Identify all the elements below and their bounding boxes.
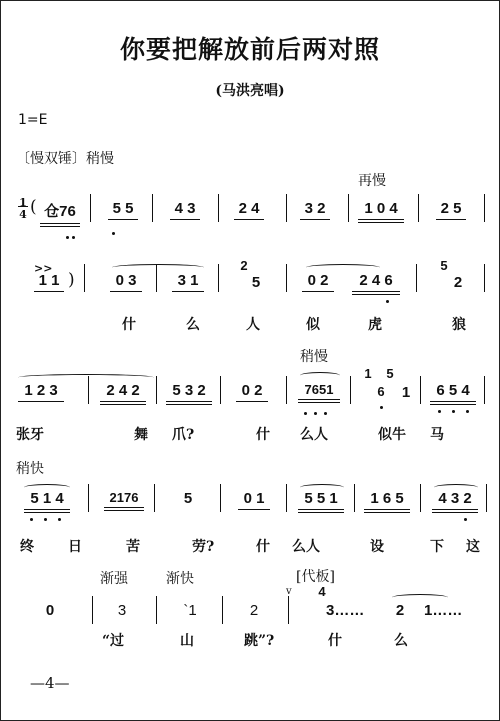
note-group: 5 5 xyxy=(106,200,140,217)
note-group: 1 1 xyxy=(32,272,66,289)
lyric: 么人 xyxy=(300,427,328,443)
note-group: 0 2 xyxy=(234,382,270,399)
barline xyxy=(288,596,289,624)
barline xyxy=(484,264,485,292)
lyric: 马 xyxy=(430,427,444,443)
note: 5 xyxy=(251,274,261,291)
note-group: 2176 xyxy=(102,490,146,505)
low-dot xyxy=(386,300,389,303)
barline xyxy=(222,596,223,624)
tempo-mark: 稍慢 xyxy=(300,349,328,365)
note-group: 0 3 xyxy=(108,272,144,289)
note-group: 1 2 3 xyxy=(16,382,66,399)
barline xyxy=(218,194,219,222)
barline xyxy=(416,264,417,292)
lyric: 跳”? xyxy=(244,633,275,649)
lyric: 日 xyxy=(68,539,82,555)
barline xyxy=(90,194,91,222)
lyric: 狼 xyxy=(452,317,466,333)
barline xyxy=(220,484,221,512)
barline xyxy=(84,264,85,292)
note-group: 4 3 xyxy=(168,200,202,217)
note: 3…… xyxy=(326,602,365,619)
lyric: 张牙 xyxy=(16,427,44,443)
note-group: 0 2 xyxy=(300,272,336,289)
low-dot xyxy=(464,518,467,521)
low-dot xyxy=(304,412,307,415)
barline xyxy=(286,376,287,404)
slur xyxy=(306,264,380,271)
note-group: 4 3 2 xyxy=(430,490,480,507)
lyric: 山 xyxy=(180,633,194,649)
note: 1 xyxy=(401,384,411,401)
low-dot xyxy=(72,236,75,239)
note-group: 3 1 xyxy=(170,272,206,289)
barline xyxy=(220,376,221,404)
note: 2 xyxy=(395,602,405,619)
note: 3 xyxy=(117,602,127,619)
page-title: 你要把解放前后两对照 xyxy=(119,35,380,64)
paren-close: ) xyxy=(68,270,75,290)
note: 5 xyxy=(183,490,193,507)
lyric: “过 xyxy=(102,633,125,649)
breath-mark: v xyxy=(286,586,292,597)
lyric: 下 xyxy=(430,539,444,555)
lyric: 么 xyxy=(186,317,200,333)
note-group: 2 4 6 xyxy=(350,272,402,289)
barline xyxy=(156,376,157,404)
lyric: 什 xyxy=(122,317,136,333)
lyric: 设 xyxy=(370,539,384,555)
note: 0 xyxy=(45,602,55,619)
note-group: 0 1 xyxy=(236,490,272,507)
barline xyxy=(420,376,421,404)
tempo-later: 再慢 xyxy=(358,173,386,189)
lyric: 人 xyxy=(246,317,260,333)
note-group: 2 4 2 xyxy=(98,382,148,399)
accent-marks: >> xyxy=(34,262,53,275)
note-group: 3 2 xyxy=(298,200,332,217)
grace-note: 4 xyxy=(318,584,326,599)
low-dot xyxy=(30,518,33,521)
note-group: 5 5 1 xyxy=(296,490,346,507)
barline xyxy=(156,264,157,292)
note-group: 2 5 xyxy=(434,200,468,217)
page-number: —4— xyxy=(30,674,70,692)
low-dot xyxy=(438,410,441,413)
barline xyxy=(484,194,485,222)
grace-note: 5 xyxy=(440,258,448,273)
barline xyxy=(418,194,419,222)
note: `1 xyxy=(183,602,197,619)
lyric: 什 xyxy=(256,427,270,443)
low-dot xyxy=(66,236,69,239)
barline xyxy=(92,596,93,624)
slur xyxy=(300,372,340,379)
lyric: 么人 xyxy=(292,539,320,555)
barline xyxy=(286,194,287,222)
lyric: 似 xyxy=(306,317,320,333)
note-group: 1 6 5 xyxy=(362,490,412,507)
barline xyxy=(152,194,153,222)
barline xyxy=(420,484,421,512)
barline xyxy=(286,264,287,292)
barline xyxy=(486,484,487,512)
time-sig-line xyxy=(18,206,28,207)
barline xyxy=(348,194,349,222)
lyric: 虎 xyxy=(368,317,382,333)
note-group: 5 1 4 xyxy=(22,490,72,507)
lyric: 爪? xyxy=(172,427,195,443)
time-sig-bottom: 4 xyxy=(19,208,27,221)
low-dot xyxy=(58,518,61,521)
note: 2 xyxy=(249,602,259,619)
note-group: 仓76 xyxy=(38,200,82,221)
barline xyxy=(154,484,155,512)
slur xyxy=(112,264,204,271)
note: 1…… xyxy=(424,602,463,619)
lyric: 苦 xyxy=(126,539,140,555)
note-group: 7651 xyxy=(296,382,342,397)
lyric: 这 xyxy=(466,539,480,555)
note-group: 5 3 2 xyxy=(164,382,214,399)
grace-note: 5 xyxy=(386,366,394,381)
lyric: 似牛 xyxy=(378,427,406,443)
low-dot xyxy=(380,406,383,409)
note-group: 1 0 4 xyxy=(356,200,406,217)
note: 6 xyxy=(377,384,385,399)
barline xyxy=(484,376,485,404)
barline xyxy=(88,484,89,512)
barline xyxy=(88,376,89,404)
low-dot xyxy=(452,410,455,413)
key-signature: 1=E xyxy=(18,112,48,128)
note-group: 2 4 xyxy=(232,200,266,217)
lyric: 终 xyxy=(20,539,34,555)
lyric: 劳? xyxy=(192,539,215,555)
lyric: 舞 xyxy=(134,427,148,443)
barline xyxy=(354,484,355,512)
note-group: 6 5 4 xyxy=(428,382,478,399)
barline xyxy=(350,376,351,404)
paren-open: ( xyxy=(30,197,37,217)
time-sig-top: 1 xyxy=(19,196,27,209)
barline xyxy=(218,264,219,292)
meter-mark: [代板] xyxy=(296,569,335,585)
lyric: 什 xyxy=(256,539,270,555)
low-dot xyxy=(112,232,115,235)
tempo-mark: 稍快 xyxy=(16,461,44,477)
tempo-label: 〔慢双锤〕稍慢 xyxy=(16,151,114,167)
tempo-mark: 渐快 xyxy=(166,571,194,587)
low-dot xyxy=(44,518,47,521)
note: 2 xyxy=(453,274,463,291)
subtitle: (马洪亮唱) xyxy=(215,83,285,99)
barline xyxy=(286,484,287,512)
slur xyxy=(392,594,448,601)
lyric: 么 xyxy=(394,633,408,649)
dynamic-mark: 渐强 xyxy=(100,571,128,587)
grace-note: 2 xyxy=(240,258,248,273)
slur xyxy=(18,374,154,381)
low-dot xyxy=(324,412,327,415)
low-dot xyxy=(314,412,317,415)
barline xyxy=(156,596,157,624)
grace-note: 1 xyxy=(364,366,372,381)
lyric: 什 xyxy=(328,633,342,649)
low-dot xyxy=(466,410,469,413)
